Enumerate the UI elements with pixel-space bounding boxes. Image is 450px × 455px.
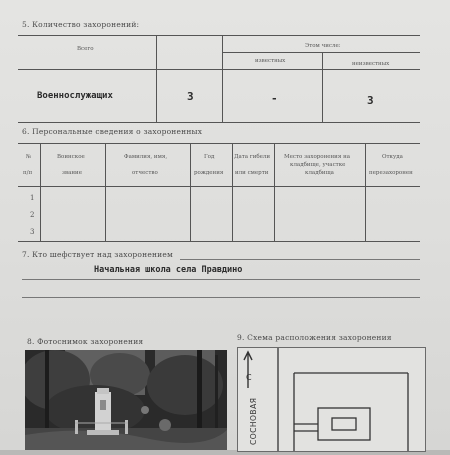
table6-divider	[40, 143, 41, 241]
section-5-title: 5. Количество захоронений:	[22, 20, 140, 29]
table5-header-rule	[18, 69, 420, 70]
section-9-title: 9. Схема расположения захоронения	[237, 333, 392, 342]
table5-unknown-value: 3	[367, 94, 374, 107]
table6-header-from: перезахоронен	[369, 170, 413, 176]
section-8-title: 8. Фотоснимок захоронения	[27, 337, 144, 346]
table5-divider	[222, 35, 223, 122]
table6-header-from: Откуда	[382, 154, 403, 160]
table6-header-name: Фамилия, имя,	[124, 154, 168, 160]
section7-line	[22, 279, 420, 280]
table5-bottom-rule	[18, 122, 420, 123]
scheme-drawing	[238, 348, 425, 451]
table6-divider	[365, 143, 366, 241]
section7-patron-value: Начальная школа села Правдино	[94, 265, 243, 275]
section7-line	[22, 297, 420, 298]
table6-divider	[232, 143, 233, 241]
table6-bottom-rule	[18, 241, 420, 242]
grave-photo	[25, 350, 227, 450]
table6-header-date: или смерти	[235, 170, 269, 176]
north-label: С	[246, 373, 252, 382]
table5-total-value: 3	[187, 90, 194, 103]
table6-header-year: Год	[204, 154, 215, 160]
table6-header-date: Дата гибели	[234, 154, 271, 160]
table5-top-rule	[18, 35, 420, 36]
table6-header-rank: Воинское	[57, 154, 85, 160]
table5-subheader-rule	[222, 52, 420, 53]
table6-header-place: кладбища	[305, 170, 334, 176]
table6-header-rank: звание	[62, 170, 82, 176]
table5-header-total: Всего	[77, 46, 94, 52]
table6-header-place: кладбище, участке	[290, 162, 346, 168]
section7-line	[180, 259, 420, 260]
table6-header-name: отчество	[132, 170, 158, 176]
table6-header-year: рождения	[194, 170, 224, 176]
table5-header-known: известных	[255, 58, 286, 64]
table6-row-number: 2	[30, 211, 35, 219]
table5-known-value: -	[271, 92, 278, 105]
table5-header-unknown: неизвестных	[352, 61, 390, 67]
table6-row-number: 3	[30, 228, 35, 236]
table5-header-of-them: Этом числе:	[305, 43, 341, 49]
street-label: СОСНОВАЯ	[249, 397, 258, 445]
grave-photo-image	[25, 350, 227, 450]
table6-divider	[274, 143, 275, 241]
table6-header-place: Место захоронения на	[284, 154, 351, 160]
table6-top-rule	[18, 143, 420, 144]
table5-row-label-servicemen: Военнослужащих	[37, 91, 113, 101]
location-scheme	[237, 347, 426, 452]
table6-divider	[105, 143, 106, 241]
table6-header-rule	[18, 186, 420, 187]
section-7-title: 7. Кто шефствует над захоронением	[22, 250, 174, 259]
table6-row-number: 1	[30, 194, 35, 202]
table5-divider	[322, 52, 323, 122]
table5-divider	[156, 35, 157, 122]
table6-header-num: №	[26, 154, 32, 160]
section-6-title: 6. Персональные сведения о захороненных	[22, 127, 203, 136]
table6-divider	[190, 143, 191, 241]
table6-header-num: п/п	[23, 170, 33, 176]
